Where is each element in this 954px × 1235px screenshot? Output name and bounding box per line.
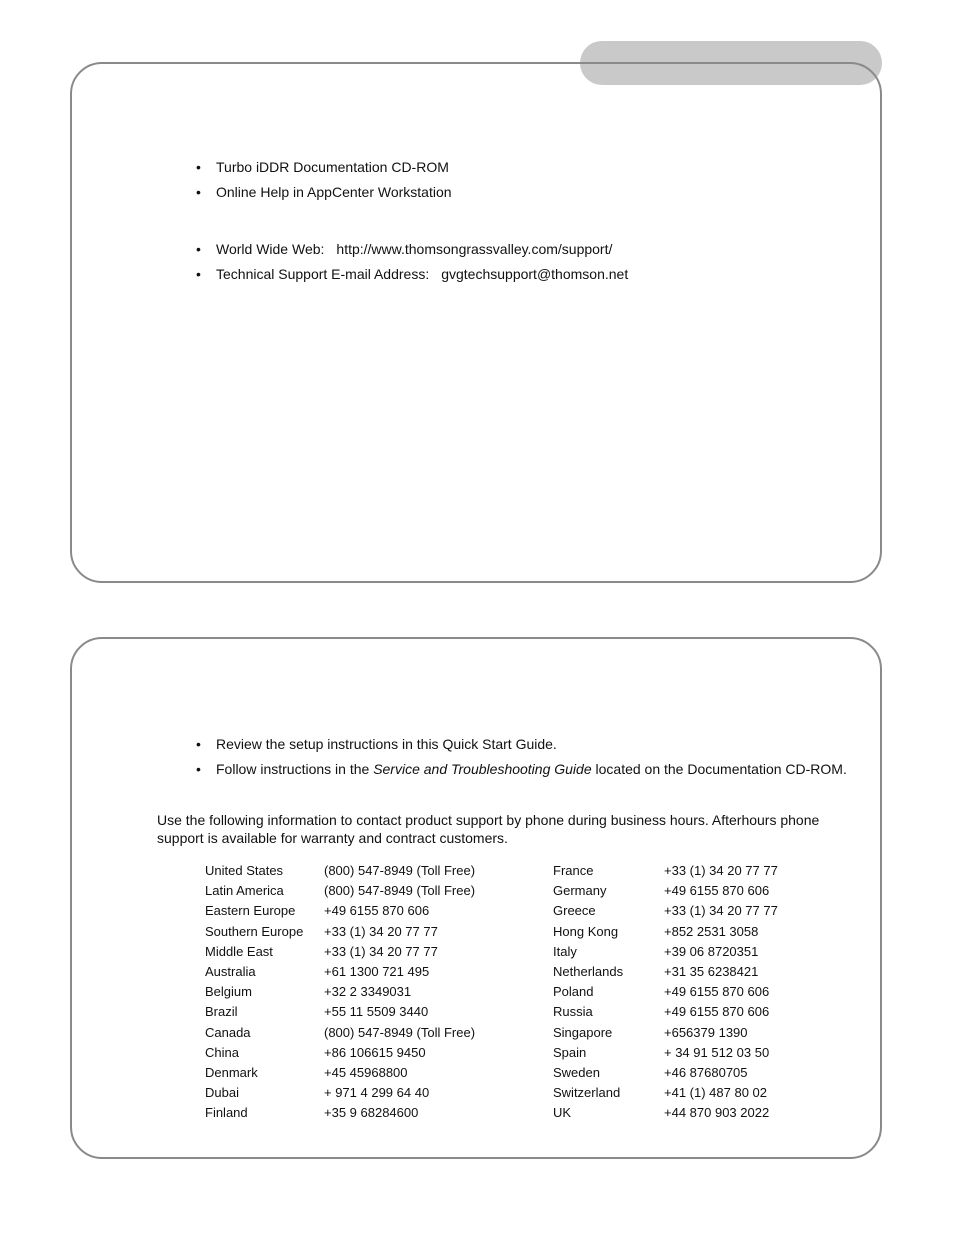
region-name: Belgium [205,984,252,1000]
phone-number: +86 106615 9450 [324,1044,426,1060]
phone-number: +33 (1) 34 20 77 77 [324,943,438,959]
region-name: Singapore [553,1024,613,1040]
list-item: • Turbo iDDR Documentation CD-ROM [196,158,452,183]
region-name: Brazil [205,1004,238,1020]
region-name: Dubai [205,1085,239,1101]
region-name: Australia [205,963,256,979]
region-name: Sweden [553,1064,600,1080]
list-item [196,240,628,265]
phone-number: +31 35 6238421 [664,963,759,979]
online-resources-list [196,240,628,290]
region-name: Finland [205,1105,248,1121]
phone-column-left [324,863,475,1125]
guide-title: Service and Troubleshooting Guide [373,761,592,777]
region-name: Germany [553,883,607,899]
region-column-right [553,863,623,1125]
phone-number: +61 1300 721 495 [324,963,430,979]
phone-number: +656379 1390 [664,1024,748,1040]
region-name: Eastern Europe [205,903,296,919]
region-name: Russia [553,1004,593,1020]
phone-number: +45 45968800 [324,1064,408,1080]
documentation-list [196,158,452,208]
phone-number: (800) 547-8949 (Toll Free) [324,863,476,878]
phone-number: +33 (1) 34 20 77 77 [664,903,778,919]
email-link[interactable]: gvgtechsupport@thomson.net [441,266,629,282]
phone-number: +44 870 903 2022 [664,1105,770,1121]
phone-support-intro: Use the following information to contact product support by phone during business hours. Afterhours phone support is available for warranty and contract customers. [157,812,820,846]
region-name: Netherlands [553,963,624,979]
region-name: United States [205,863,284,878]
region-name: Latin America [205,883,284,899]
list-item: • Follow instructions in the Service and Troubleshooting Guide located on the Documentation CD-ROM. [196,760,847,785]
phone-number: +39 06 8720351 [664,943,759,959]
list-item: • Online Help in AppCenter Workstation [196,183,452,208]
phone-number: +33 (1) 34 20 77 77 [664,863,778,878]
region-name: Denmark [205,1064,258,1080]
region-name: Switzerland [553,1085,621,1101]
web-url-link[interactable]: http://www.thomsongrassvalley.com/support/ [336,241,613,257]
phone-number: +35 9 68284600 [324,1105,419,1121]
phone-number: +49 6155 870 606 [664,1004,770,1020]
phone-number: +55 11 5509 3440 [324,1004,429,1020]
phone-number: +49 6155 870 606 [324,903,430,919]
region-column-left [205,863,303,1125]
list-item [196,265,628,290]
email-label: Technical Support E-mail Address: [216,266,430,282]
phone-number: +32 2 3349031 [324,984,412,1000]
list-item: • Review the setup instructions in this Quick Start Guide. [196,735,847,760]
phone-number: +46 87680705 [664,1064,748,1080]
region-name: Middle East [205,943,273,959]
troubleshooting-steps [196,735,847,785]
resources-panel [70,62,882,583]
phone-number: (800) 547-8949 (Toll Free) [324,883,476,899]
region-name: China [205,1044,239,1060]
phone-number: (800) 547-8949 (Toll Free) [324,1024,476,1040]
phone-number: +49 6155 870 606 [664,883,770,899]
region-name: Canada [205,1024,251,1040]
phone-number: +852 2531 3058 [664,923,759,939]
phone-number: +33 (1) 34 20 77 77 [324,923,438,939]
region-name: Hong Kong [553,923,619,939]
phone-number: + 34 91 512 03 50 [664,1044,770,1060]
region-name: Spain [553,1044,587,1060]
phone-number: +41 (1) 487 80 02 [664,1085,767,1101]
region-name: Poland [553,984,594,1000]
region-name: Italy [553,943,577,959]
phone-number: + 971 4 299 64 40 [324,1085,430,1101]
region-name: France [553,863,594,878]
region-name: Southern Europe [205,923,304,939]
phone-number: +49 6155 870 606 [664,984,770,1000]
region-name: UK [553,1105,572,1121]
web-label: World Wide Web: [216,241,325,257]
phone-column-right [664,863,778,1125]
region-name: Greece [553,903,596,919]
